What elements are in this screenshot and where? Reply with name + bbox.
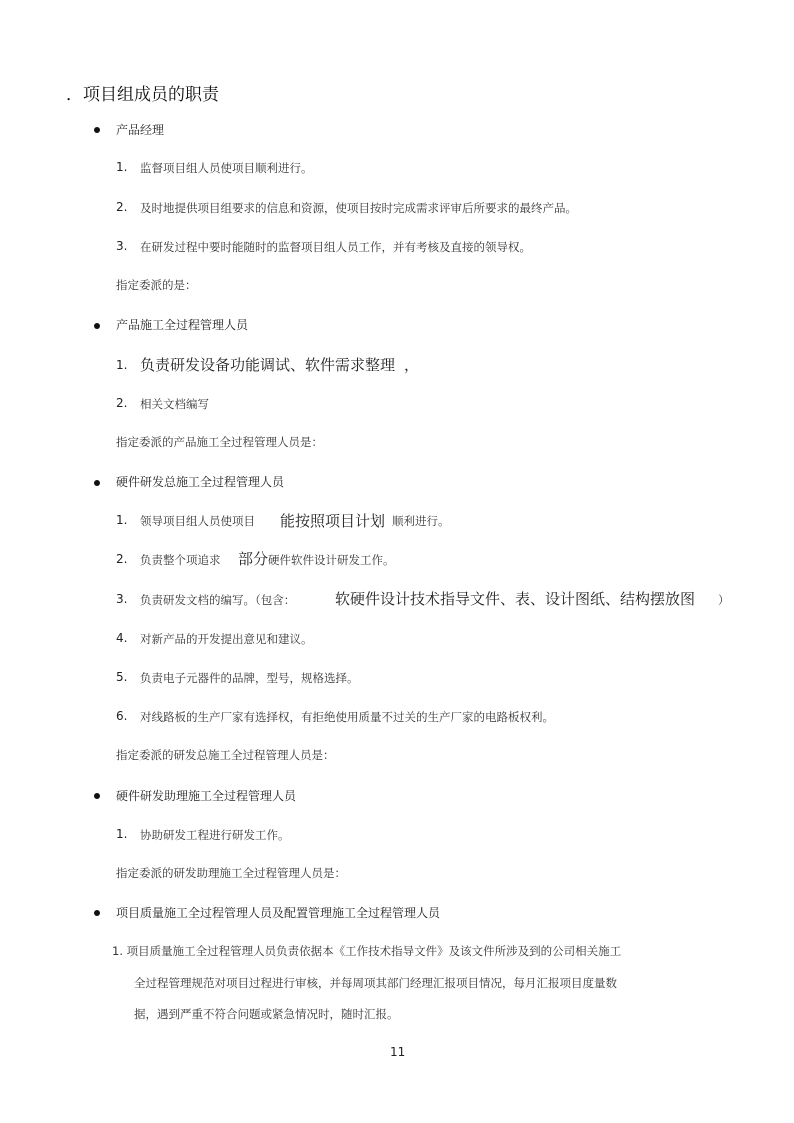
assignment-line: 指定委派的产品施工全过程管理人员是： [116, 435, 323, 449]
item-number: 2. [116, 200, 128, 214]
item-number: 1. [116, 358, 128, 372]
item-text: 及时地提供项目组要求的信息和资源，使项目按时完成需求评审后所要求的最终产品。 [140, 201, 577, 215]
item-text: 硬件软件设计研发工作。 [268, 553, 395, 567]
item-text-emphasis: 软硬件设计技术指导文件、表、设计图纸、结构摆放图 [335, 590, 696, 608]
bullet-heading-quality-config-manager: 项目质量施工全过程管理人员及配置管理施工全过程管理人员 [116, 906, 441, 920]
item-text-emphasis: 能按照项目计划 [280, 512, 386, 530]
bullet-dot [94, 323, 100, 329]
paragraph-line: 全过程管理规范对项目过程进行审核，并每周项其部门经理汇报项目情况，每月汇报项目度量数 [134, 976, 617, 990]
item-text: 负责研发设备功能调试、软件需求整理 [140, 356, 396, 374]
item-number: 1. [116, 827, 128, 841]
item-number: 5. [116, 670, 128, 684]
bullet-dot [94, 480, 100, 486]
item-text-emphasis: 部分 [238, 550, 269, 568]
bullet-heading-product-construction-manager: 产品施工全过程管理人员 [116, 318, 249, 332]
item-text: 负责研发文档的编写。（包含： [140, 593, 296, 607]
item-number: 3. [116, 592, 128, 606]
bullet-dot [94, 127, 100, 133]
paragraph-line: 1. 项目质量施工全过程管理人员负责依据本《工作技术指导文件》及该文件所涉及到的公司相关施工 [112, 944, 622, 958]
item-text-tail: ， [404, 356, 420, 374]
item-number: 2. [116, 552, 128, 566]
assignment-line: 指定委派的研发总施工全过程管理人员是： [116, 748, 335, 762]
item-number: 3. [116, 239, 128, 253]
item-text: 负责整个项追求 [140, 553, 221, 567]
bullet-heading-hardware-rd-manager: 硬件研发总施工全过程管理人员 [116, 475, 285, 489]
item-text: 在研发过程中要时能随时的监督项目组人员工作，并有考核及直接的领导权。 [140, 240, 531, 254]
bullet-dot [94, 793, 100, 799]
item-number: 1. [116, 160, 128, 174]
bullet-heading-hardware-rd-assistant: 硬件研发助理施工全过程管理人员 [116, 789, 297, 803]
item-text: 领导项目组人员使项目 [140, 514, 255, 528]
item-number: 6. [116, 709, 128, 723]
item-text: 协助研发工程进行研发工作。 [140, 828, 290, 842]
section-title: ．项目组成员的职责 [66, 85, 219, 105]
item-number: 4. [116, 631, 128, 645]
item-text: 对线路板的生产厂家有选择权，有拒绝使用质量不过关的生产厂家的电路板权利。 [140, 710, 554, 724]
page-number: 11 [390, 1045, 406, 1059]
assignment-line: 指定委派的研发助理施工全过程管理人员是： [116, 866, 346, 880]
bullet-heading-product-manager: 产品经理 [116, 123, 165, 137]
paragraph-line: 据，遇到严重不符合问题或紧急情况时，随时汇报。 [134, 1007, 399, 1021]
item-text: 相关文档编写 [140, 397, 209, 411]
item-number: 1. [116, 513, 128, 527]
item-text: 顺利进行。 [392, 514, 450, 528]
item-number: 2. [116, 396, 128, 410]
item-text: 监督项目组人员使项目顺利进行。 [140, 161, 313, 175]
item-text: 对新产品的开发提出意见和建议。 [140, 632, 313, 646]
item-text: ） [718, 593, 730, 607]
assignment-line: 指定委派的是： [116, 278, 197, 292]
bullet-dot [94, 910, 100, 916]
item-text: 负责电子元器件的品牌，型号，规格选择。 [140, 671, 359, 685]
